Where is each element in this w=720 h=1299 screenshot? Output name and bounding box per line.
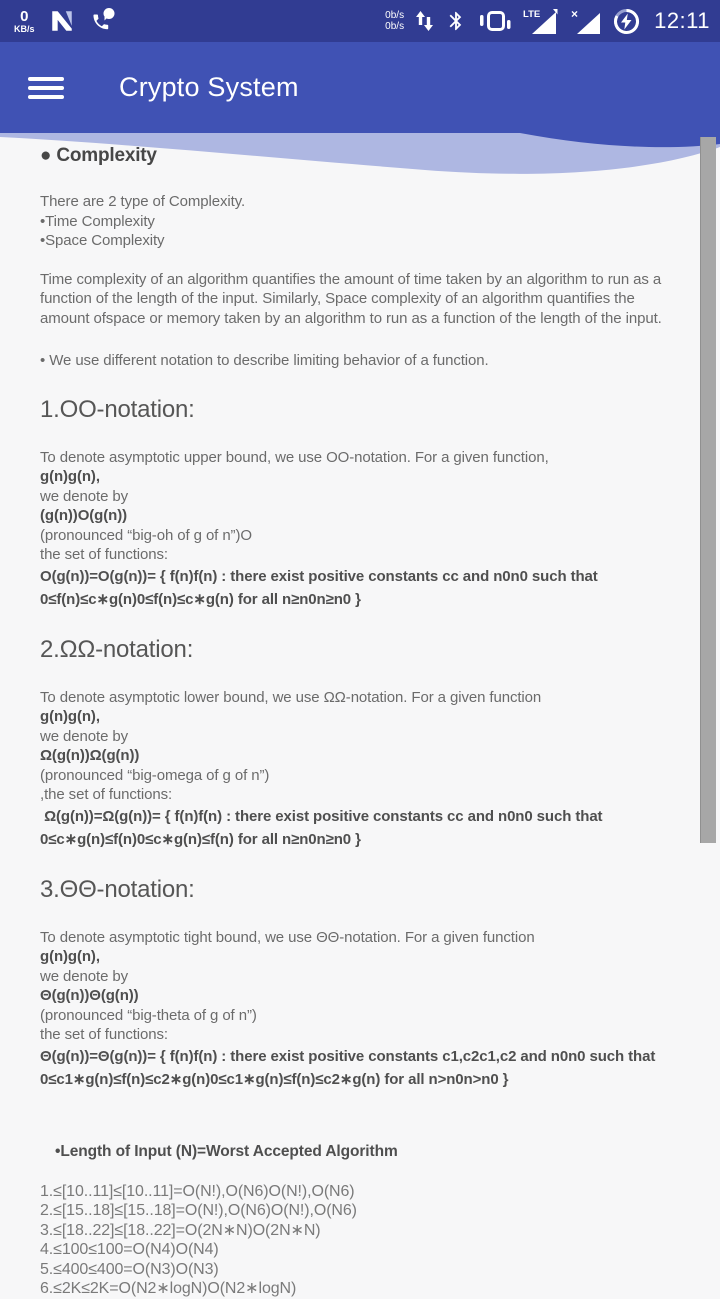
lte-signal-icon: [523, 8, 559, 34]
section-line: (pronounced “big-omega of g of n”): [40, 766, 270, 784]
list-item: 5.≤400≤400=O(N3)O(N3): [40, 1260, 219, 1278]
section-formula: O(g(n))=O(g(n))= { f(n)f(n) : there exist positive constants cc and n0n0 such that: [40, 567, 598, 585]
updown-speed-indicator: [385, 10, 404, 32]
section-line: we denote by: [40, 967, 129, 985]
section-line: To denote asymptotic lower bound, we use ΩΩ-notation. For a given function: [40, 688, 542, 706]
section-formula: 0≤c∗g(n)≤f(n)0≤c∗g(n)≤f(n) for all n≥n0n≥n0 }: [40, 830, 361, 848]
section-line: (pronounced “big-theta of g of n”): [40, 1006, 257, 1024]
section-line: To denote asymptotic upper bound, we use OO-notation. For a given function,: [40, 448, 549, 466]
menu-icon[interactable]: [28, 77, 64, 99]
no-sim-label: ×: [571, 8, 579, 21]
list-item: 6.≤2K≤2K=O(N2∗logN)O(N2∗logN): [40, 1280, 297, 1297]
section-line: (g(n))O(g(n)): [40, 507, 127, 524]
section-heading-theta-notation: 3.ΘΘ-notation:: [40, 875, 195, 903]
intro-line: There are 2 type of Complexity.: [40, 193, 246, 210]
section-formula: 0≤f(n)≤c∗g(n)0≤f(n)≤c∗g(n) for all n≥n0n≥n0 }: [40, 590, 361, 608]
section-heading-omega-notation: 2.ΩΩ-notation:: [40, 635, 194, 663]
lte-label: LTE: [523, 9, 541, 20]
list-item: 4.≤100≤100=O(N4)O(N4): [40, 1241, 219, 1258]
intro-block: [40, 192, 682, 251]
section-line: (pronounced “big-oh of g of n”)O: [40, 526, 252, 544]
android-n-icon: [49, 8, 75, 34]
section-theta-notation: [40, 928, 682, 1091]
app-title: Crypto System: [119, 72, 299, 102]
section-line: Ω(g(n))Ω(g(n)): [40, 747, 140, 764]
section-formula: Ω(g(n))=Ω(g(n))= { f(n)f(n) : there exist positive constants cc and n0n0 such that: [40, 807, 603, 825]
net-speed-value: 0: [20, 7, 29, 25]
section-line: ,the set of functions:: [40, 786, 173, 803]
clock: 12:11: [654, 8, 710, 33]
worst-accepted-heading: •Length of Input (N)=Worst Accepted Algorithm: [55, 1142, 398, 1160]
intro-line: •Space Complexity: [40, 232, 165, 249]
content-area[interactable]: [0, 145, 720, 1299]
section-line: the set of functions:: [40, 1026, 168, 1043]
section-formula: Θ(g(n))=Θ(g(n))= { f(n)f(n) : there exist positive constants c1,c2c1,c2 and n0n0 such that: [40, 1047, 656, 1065]
list-item: 2.≤[15..18]≤[15..18]=O(N!),O(N6)O(N!),O(N6): [40, 1202, 357, 1219]
net-speed-indicator: [14, 9, 35, 34]
section-line: g(n)g(n),: [40, 468, 100, 485]
bluetooth-icon: [445, 9, 467, 33]
app-bar: [0, 42, 720, 133]
down-speed-value: 0b/s: [385, 21, 405, 32]
usb-connection-icon: [479, 9, 511, 33]
battery-charging-icon: [613, 8, 640, 35]
no-sim-signal-icon: [571, 8, 601, 34]
scrollbar-thumb[interactable]: [700, 137, 716, 843]
net-speed-unit: KB/s: [14, 23, 35, 34]
section-line: g(n)g(n),: [40, 708, 100, 725]
section-line: the set of functions:: [40, 546, 168, 563]
section-omega-notation: [40, 688, 682, 851]
section-formula: 0≤c1∗g(n)≤f(n)≤c2∗g(n)0≤c1∗g(n)≤f(n)≤c2∗g(n) for all n>n0n>n0 }: [40, 1070, 509, 1088]
list-item: 1.≤[10..11]≤[10..11]=O(N!),O(N6)O(N!),O(N6): [40, 1182, 355, 1200]
worst-accepted-list: [40, 1182, 682, 1299]
section-line: Θ(g(n))Θ(g(n)): [40, 987, 139, 1004]
section-line: we denote by: [40, 727, 129, 745]
intro-line: •Time Complexity: [40, 212, 155, 230]
list-item: 3.≤[18..22]≤[18..22]=O(2N∗N)O(2N∗N): [40, 1221, 321, 1239]
notation-note: • We use different notation to describe limiting behavior of a function.: [40, 352, 489, 369]
section-o-notation: [40, 448, 682, 611]
status-bar: [0, 0, 720, 42]
network-arrows-icon: [416, 8, 433, 34]
page-title: ● Complexity: [40, 145, 157, 166]
call-message-icon: [89, 7, 117, 35]
section-line: we denote by: [40, 487, 129, 505]
section-line: To denote asymptotic tight bound, we use ΘΘ-notation. For a given function: [40, 928, 535, 946]
up-speed-value: 0b/s: [385, 10, 405, 21]
section-line: g(n)g(n),: [40, 948, 100, 965]
complexity-paragraph: Time complexity of an algorithm quantifies the amount of time taken by an algorithm to run as a function of the length of the input. Similarly, Space complexity of an algorithm quantifies the amount ofspace or memory taken by an algorithm to run as a function of the length of the input.: [40, 270, 666, 327]
section-heading-o-notation: 1.OO-notation:: [40, 395, 195, 423]
